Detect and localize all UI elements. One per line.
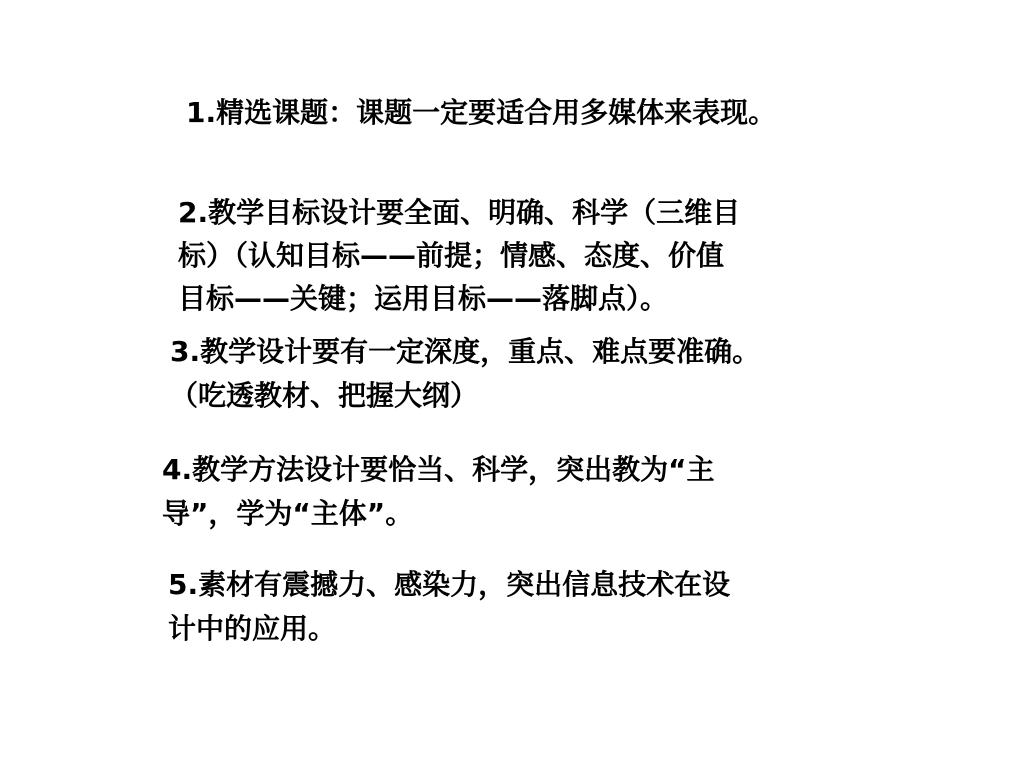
point-3-text: 3.教学设计要有一定深度，重点、难点要准确。 （吃透教材、把握大纲） xyxy=(170,335,761,412)
point-5-text: 5.素材有震撼力、感染力，突出信息技术在设 计中的应用。 xyxy=(168,568,731,645)
point-1-text: 1.精选课题：课题一定要适合用多媒体来表现。 xyxy=(186,96,777,129)
point-2-text: 2.教学目标设计要全面、明确、科学（三维目 标）（认知目标——前提；情感、态度、价值 目标——关键；运用目标——落脚点）。 xyxy=(178,196,741,315)
point-4-text: 4.教学方法设计要恰当、科学，突出教为“主 导”，学为“主体”。 xyxy=(162,453,715,530)
